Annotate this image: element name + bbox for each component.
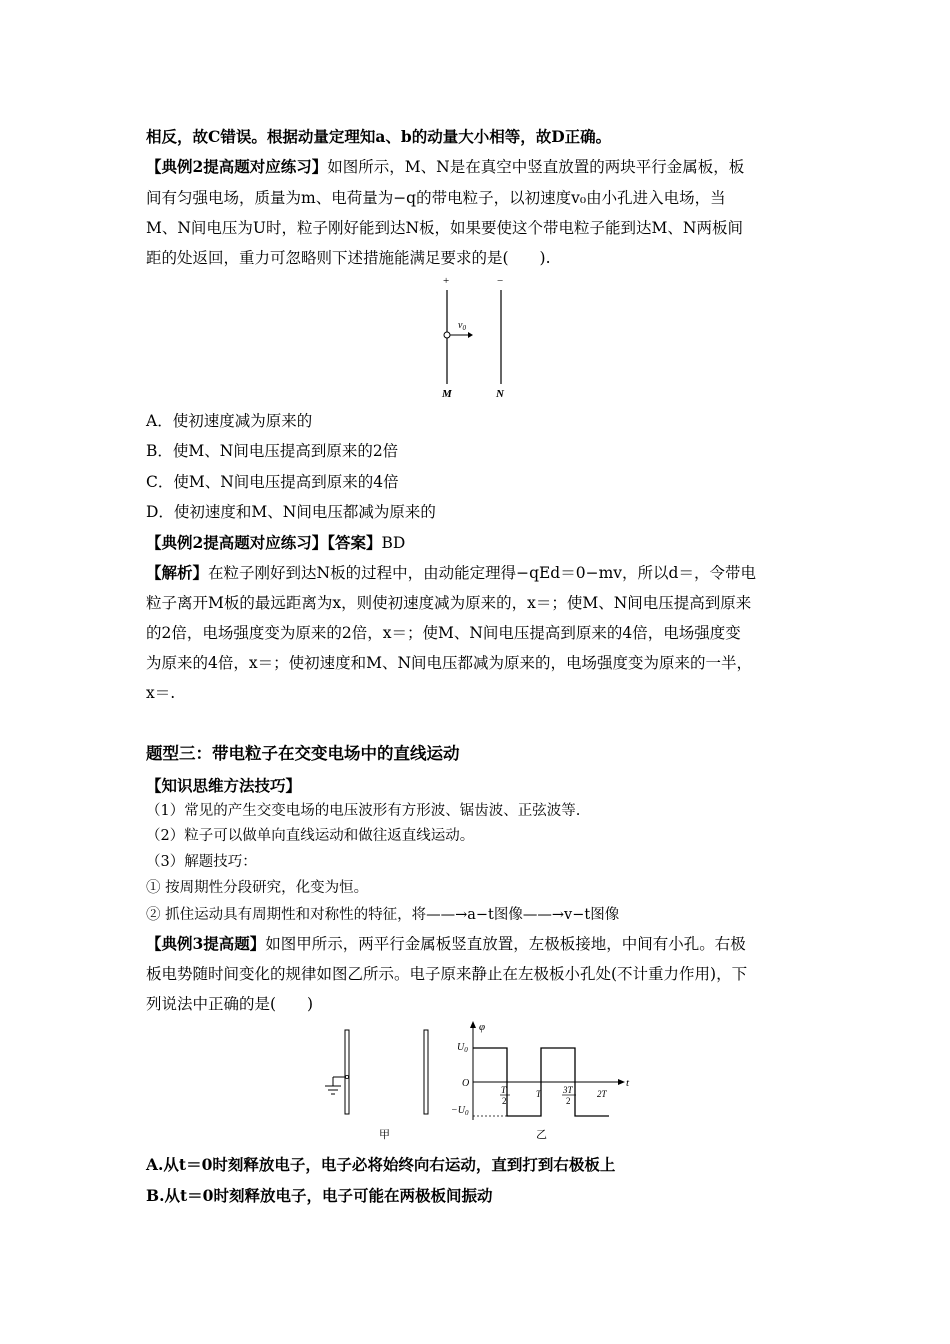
example-3-option-B: B.从t＝0时刻释放电子，电子可能在两极板间振动	[146, 1186, 493, 1205]
example-2-line-1	[146, 157, 744, 177]
analysis-line-2: 粒子离开M板的最远距离为x，则使初速度减为原来的，x＝；使M、N间电压提高到原来	[146, 594, 752, 612]
option-C: C．使M、N间电压提高到原来的4倍	[146, 473, 399, 491]
caption-yi: 乙	[536, 1129, 547, 1141]
answer-value: BD	[381, 534, 406, 552]
example-tag: 【典例2提高题对应练习】	[146, 157, 328, 176]
text: 如图所示，M、N是在真空中竖直放置的两块平行金属板，板	[327, 158, 745, 176]
phi-arrow	[470, 1021, 476, 1028]
arrow-head	[468, 332, 473, 338]
tick-three-T-num: 3T	[563, 1085, 573, 1095]
knowledge-title: 【知识思维方法技巧】	[146, 776, 302, 795]
analysis-line-3: 的2倍，电场强度变为原来的2倍，x＝；使M、N间电压提高到原来的4倍，电场强度变	[146, 624, 741, 642]
section-heading: 题型三：带电粒子在交变电场中的直线运动	[146, 744, 460, 763]
figure-jia-yi	[320, 1020, 640, 1150]
text-line: 间有匀强电场，质量为m、电荷量为−q的带电粒子，以初速度v₀由小孔进入电场，当	[146, 189, 726, 207]
analysis-line-4: 为原来的4倍，x＝；使初速度和M、N间电压都减为原来的，电场强度变为原来的一半，	[146, 654, 753, 672]
option-D: D．使初速度和M、N间电压都减为原来的	[146, 503, 436, 521]
knowledge-item-2: （2）粒子可以做单向直线运动和做往返直线运动。	[146, 828, 475, 844]
U0-label: $U_0$	[457, 1042, 468, 1054]
origin-label: O	[462, 1078, 470, 1089]
example-3-line-3: 列说法中正确的是( )	[146, 995, 314, 1013]
tick-T: T	[536, 1089, 542, 1099]
N-label: N	[496, 388, 504, 400]
tick-half-T-num: T	[501, 1085, 507, 1095]
tick-three-T-den: 2	[566, 1096, 571, 1106]
small-hole	[345, 1075, 348, 1078]
text-line: 相反，故C错误。根据动量定理知a、b的动量大小相等，故D正确。	[146, 127, 612, 146]
plus-sign: +	[443, 275, 450, 287]
text: 如图甲所示，两平行金属板竖直放置，左极板接地，中间有小孔。右极	[265, 935, 746, 953]
analysis-line-1	[146, 563, 756, 583]
knowledge-item-5: ② 抓住运动具有周期性和对称性的特征，将——→a−t图像——→v−t图像	[146, 907, 620, 923]
particle	[444, 332, 450, 338]
option-B: B．使M、N间电压提高到原来的2倍	[146, 442, 399, 460]
t-arrow	[618, 1079, 625, 1085]
example-3-option-A: A.从t＝0时刻释放电子，电子必将始终向右运动，直到打到右极板上	[146, 1155, 616, 1174]
option-A: A．使初速度减为原来的	[146, 412, 313, 430]
tick-2T: 2T	[597, 1089, 607, 1099]
answer-line	[146, 533, 405, 553]
v0-label: $v_0$	[458, 320, 466, 332]
minus-sign: −	[497, 275, 504, 287]
text: 在粒子刚好到达N板的过程中，由动能定理得−qEd＝0−mv，所以d＝，令带电	[208, 564, 756, 582]
M-label: M	[442, 388, 452, 400]
analysis-tag: 【解析】	[146, 563, 209, 582]
left-plate	[345, 1030, 349, 1114]
example-tag: 【典例3提高题】	[146, 934, 266, 953]
t-axis-label: t	[626, 1077, 630, 1089]
example-3-line-1	[146, 934, 746, 954]
caption-jia: 甲	[379, 1129, 390, 1141]
text-line: M、N间电压为U时，粒子刚好能到达N板，如果要使这个带电粒子能到达M、N两板间	[146, 219, 743, 237]
tick-half-T-den: 2	[502, 1096, 507, 1106]
knowledge-item-4: ① 按周期性分段研究，化变为恒。	[146, 880, 369, 896]
right-plate	[424, 1030, 428, 1114]
parallel-plates-figure	[420, 272, 530, 402]
knowledge-item-1: （1）常见的产生交变电场的电压波形有方形波、锯齿波、正弦波等.	[146, 803, 581, 819]
example-3-line-2: 板电势随时间变化的规律如图乙所示。电子原来静止在左极板小孔处(不计重力作用)，下	[146, 965, 748, 983]
knowledge-item-3: （3）解题技巧：	[146, 854, 257, 870]
negU0-label: $-U_0$	[451, 1105, 469, 1117]
analysis-line-5: x＝.	[146, 684, 176, 702]
phi-label: φ	[479, 1021, 486, 1033]
text-line: 距的处返回，重力可忽略则下述措施能满足要求的是( ).	[146, 249, 551, 267]
answer-tag: 【典例2提高题对应练习】【答案】	[146, 533, 382, 552]
